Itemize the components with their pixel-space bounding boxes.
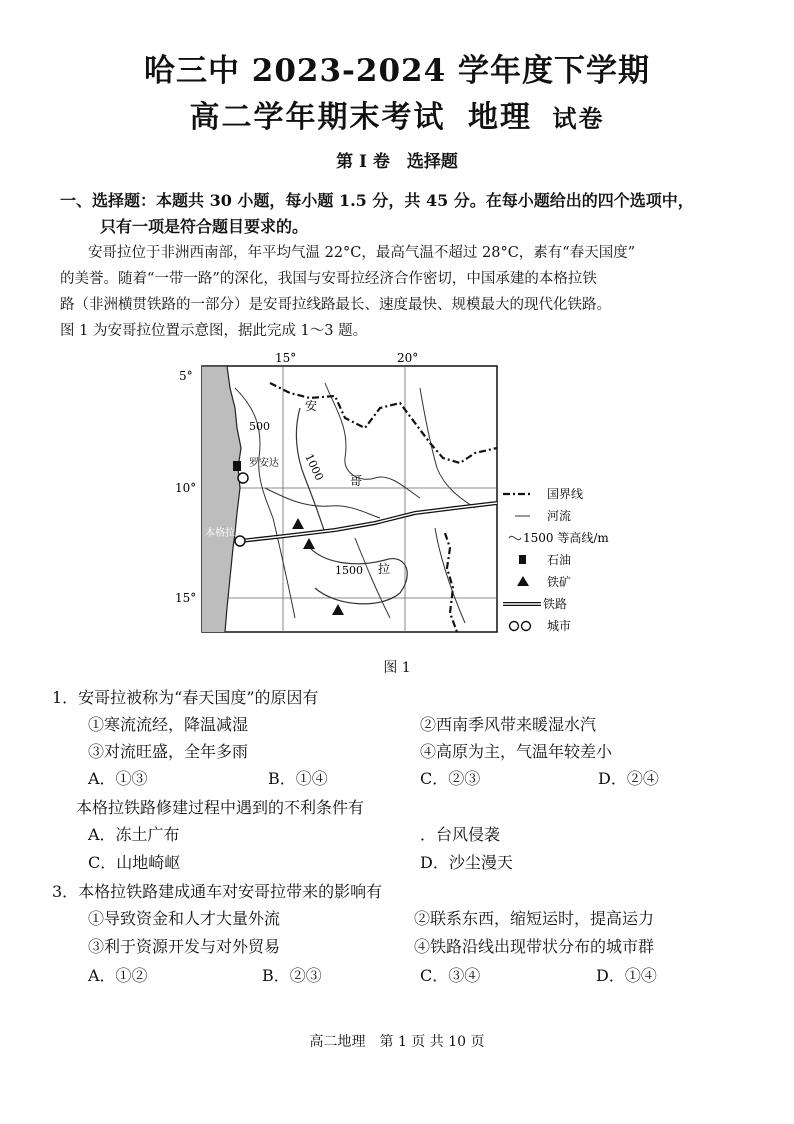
q3-statement-4: ④铁路沿线出现带状分布的城市群 (414, 937, 655, 956)
contour-label-500: 500 (249, 420, 270, 433)
section-heading: 第 I 卷 选择题 (336, 152, 458, 172)
city-label-benguela: 本格拉 (205, 528, 235, 539)
subtitle-main: 高二学年期末考试 (189, 100, 446, 135)
subtitle-subject: 地理 (468, 100, 532, 135)
q2-option-a[interactable]: A．冻土广布 (88, 825, 180, 844)
q3-option-d[interactable]: D．①④ (596, 966, 657, 985)
lat-label-10: 10° (175, 481, 197, 495)
legend-oil-symbol (519, 555, 526, 564)
lat-label-5: 5° (179, 369, 193, 383)
passage-line4: 图 1 为安哥拉位置示意图，据此完成 1～3 题。 (60, 323, 368, 339)
lat-label-15: 15° (175, 591, 197, 605)
page-footer: 高二地理 第 1 页 共 10 页 (309, 1034, 485, 1050)
question-1-stem: 1．安哥拉被称为“春天国度”的原因有 (52, 688, 319, 707)
city-icon-benguela (235, 536, 245, 546)
legend-border-label: 国界线 (547, 487, 584, 501)
question-3-stem: 3．本格拉铁路建成通车对安哥拉带来的影响有 (52, 882, 383, 901)
instructions-line2: 只有一项是符合题目要求的。 (100, 217, 309, 236)
exam-title: 哈三中 2023-2024 学年度下学期 (143, 53, 650, 89)
legend-oil-label: 石油 (547, 553, 572, 567)
q1-statement-4: ④高原为主，气温年较差小 (420, 742, 613, 761)
city-icon-luanda (238, 473, 248, 483)
legend-city-symbol (510, 622, 519, 631)
subtitle-suffix: 试卷 (552, 104, 605, 133)
figure-caption: 图 1 (383, 660, 411, 676)
q3-statement-3: ③利于资源开发与对外贸易 (88, 937, 281, 956)
lon-label-20: 20° (397, 351, 419, 365)
q1-statement-1: ①寒流流经，降温减湿 (88, 715, 249, 734)
question-2-stem: 本格拉铁路修建过程中遇到的不利条件有 (76, 798, 365, 817)
lon-label-15: 15° (275, 351, 297, 365)
country-label-char-1: 安 (305, 399, 318, 413)
passage-line2: 的美誉。随着“一带一路”的深化，我国与安哥拉经济合作密切，中国承建的本格拉铁 (60, 271, 597, 287)
city-label-luanda: 罗安达 (249, 458, 279, 469)
q1-statement-3: ③对流旺盛，全年多雨 (88, 742, 249, 761)
q3-statement-2: ②联系东西，缩短运时，提高运力 (414, 909, 655, 928)
legend-city-symbol-2 (522, 622, 531, 631)
legend-contour-label: 1500 等高线/m (523, 531, 609, 545)
legend-iron-label: 铁矿 (547, 575, 572, 589)
legend-city-label: 城市 (547, 619, 572, 633)
instructions-line1: 一、选择题：本题共 30 小题，每小题 1.5 分，共 45 分。在每小题给出的四个选项中， (60, 191, 694, 210)
contour-label-1000: 1000 (302, 451, 326, 483)
angola-location-map (175, 348, 645, 648)
legend-river-label: 河流 (547, 509, 572, 523)
q2-option-b[interactable]: ．台风侵袭 (420, 825, 501, 844)
passage-line1: 安哥拉位于非洲西南部，年平均气温 22°C，最高气温不超过 28°C，素有“春天国度” (88, 245, 636, 261)
q2-option-c[interactable]: C．山地崎岖 (88, 853, 181, 872)
q1-option-a[interactable]: A．①③ (88, 769, 148, 788)
q2-option-d[interactable]: D．沙尘漫天 (420, 853, 513, 872)
q1-option-d[interactable]: D．②④ (598, 769, 659, 788)
q3-option-a[interactable]: A．①② (88, 966, 148, 985)
q1-option-b[interactable]: B．①④ (268, 769, 328, 788)
q1-statement-2: ②西南季风带来暖湿水汽 (420, 715, 597, 734)
legend-railway-label: 铁路 (543, 597, 568, 611)
country-label-char-2: 哥 (350, 474, 363, 488)
country-label-char-3: 拉 (378, 562, 391, 576)
passage-line3: 路（非洲横贯铁路的一部分）是安哥拉线路最长、速度最快、规模最大的现代化铁路。 (60, 297, 611, 313)
legend-iron-symbol (517, 576, 529, 586)
q3-statement-1: ①导致资金和人才大量外流 (88, 909, 281, 928)
exam-subtitle (0, 92, 794, 136)
oil-icon (233, 461, 241, 471)
q3-option-c[interactable]: C．③④ (420, 966, 481, 985)
q3-option-b[interactable]: B．②③ (262, 966, 322, 985)
map-legend (503, 486, 609, 633)
legend-contour-symbol (509, 536, 521, 539)
contour-label-1500: 1500 (335, 564, 363, 577)
q1-option-c[interactable]: C．②③ (420, 769, 481, 788)
